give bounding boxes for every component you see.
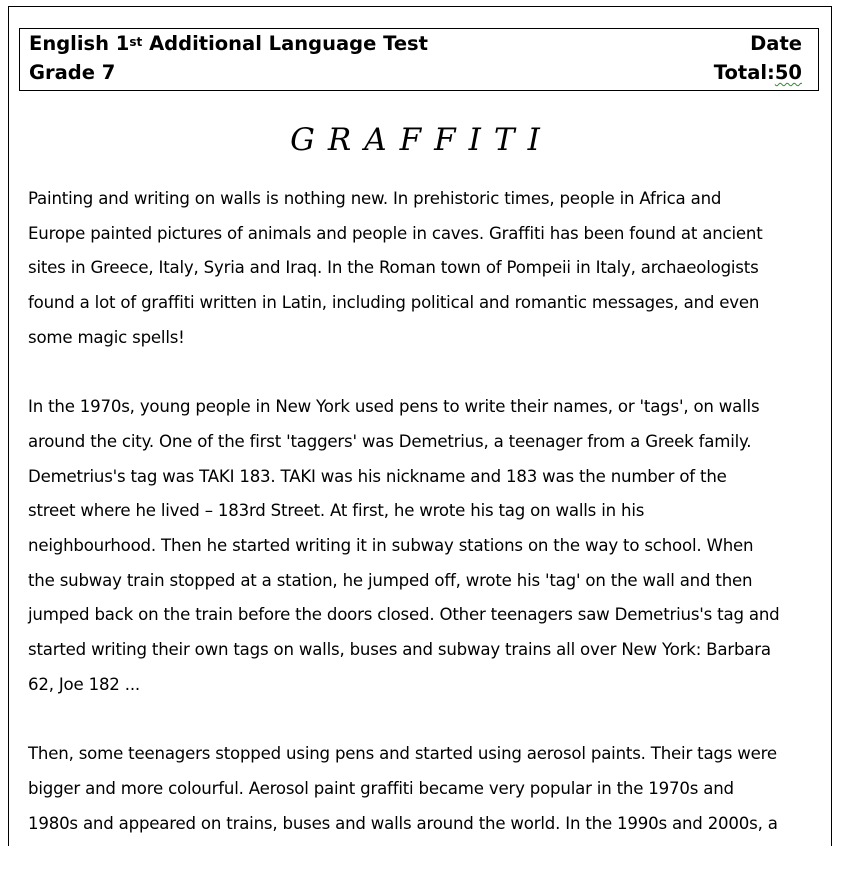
- text-line: started writing their own tags on walls, buses and subway trains all over New York: Barbara: [28, 640, 771, 660]
- text-line: sites in Greece, Italy, Syria and Iraq. In the Roman town of Pompeii in Italy, archaeologists: [28, 258, 759, 278]
- test-title: English 1st Additional Language Test: [29, 32, 428, 55]
- text-line: In the 1970s, young people in New York used pens to write their names, or 'tags', on walls: [28, 397, 760, 417]
- text-line: found a lot of graffiti written in Latin, including political and romantic messages, and even: [28, 293, 760, 313]
- text-line: neighbourhood. Then he started writing it in subway stations on the way to school. When: [28, 536, 754, 556]
- text-line: Then, some teenagers stopped using pens and started using aerosol paints. Their tags were: [28, 744, 777, 764]
- paragraph: [28, 182, 818, 356]
- grade-label: Grade 7: [29, 61, 116, 84]
- text-line: 62, Joe 182 ...: [28, 674, 140, 694]
- article-body: [28, 182, 818, 876]
- text-line: bigger and more colourful. Aerosol paint graffiti became very popular in the 1970s and: [28, 778, 734, 798]
- text-line: Demetrius's tag was TAKI 183. TAKI was his nickname and 183 was the number of the: [28, 466, 727, 486]
- paragraph: [28, 390, 818, 702]
- test-header: [19, 28, 819, 91]
- text-line: around the city. One of the first 'taggers' was Demetrius, a teenager from a Greek family.: [28, 431, 752, 451]
- text-line: the subway train stopped at a station, he jumped off, wrote his 'tag' on the wall and then: [28, 570, 753, 590]
- paragraph: [28, 737, 818, 841]
- text-line: some magic spells!: [28, 327, 185, 347]
- text-line: jumped back on the train before the doors closed. Other teenagers saw Demetrius's tag and: [28, 605, 780, 625]
- text-line: Europe painted pictures of animals and people in caves. Graffiti has been found at ancient: [28, 223, 763, 243]
- total-marks: Total:50: [713, 61, 802, 84]
- date-label: Date: [750, 32, 802, 55]
- text-line: 1980s and appeared on trains, buses and walls around the world. In the 1990s and 2000s, a: [28, 813, 778, 833]
- text-line: Painting and writing on walls is nothing new. In prehistoric times, people in Africa and: [28, 189, 722, 208]
- text-line: street where he lived – 183rd Street. At first, he wrote his tag on walls in his: [28, 501, 645, 521]
- document-title: GRAFFITI: [290, 122, 553, 158]
